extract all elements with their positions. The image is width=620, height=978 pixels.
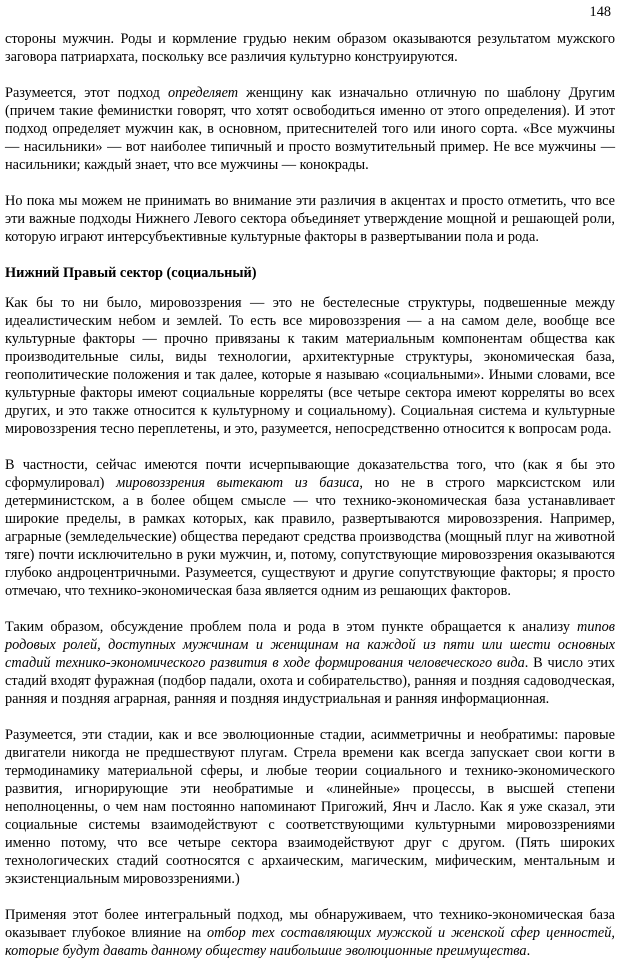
paragraph-5 bbox=[5, 456, 615, 600]
paragraph-8-text-b: . bbox=[526, 943, 531, 959]
paragraph-5-text-b: , но не в строго марксистском или детерминистском, а в более общем смысле — что технико-экономическая база устанавливает широкие пределы, в рамках которых, как правило, развертываются мировоззрения. Например, аграрные (земледельческие) общества передают средства производства (мощный плуг на животной тяге) почти исключительно в руки мужчин, и, потому, сопутствующие мировоззрения оказываются глубоко андроцентричными. Разумеется, существуют и другие сопутствующие факторы; я просто отмечаю, что технико-экономическая база является одним из решающих факторов. bbox=[5, 475, 615, 599]
paragraph-2-emphasis: определяет bbox=[167, 85, 239, 101]
paragraph-8-emphasis: отбор тех составляющих мужской и женской сфер ценностей, которые будут давать данному обществу наибольшие эволюционные преимущества bbox=[5, 925, 615, 959]
paragraph-2-text-b: женщину как изначально отличную по шаблону Другим (причем такие феминистки говорят, что хотят освободиться именно от этого определения). И этот подход определяет мужчин как, в основном, притеснителей того или иного сорта. «Все мужчины — насильники» — вот наиболее типичный и просто возмутительный пример. Не все мужчины — насильники; каждый знает, что все мужчины — конокрады. bbox=[5, 85, 615, 173]
paragraph-7: Разумеется, эти стадии, как и все эволюционные стадии, асимметричны и необратимы: паровые двигатели никогда не предшествуют плугам. Стрела времени как всегда запускает свои когти в термодинамику материальной сферы, и любые теории социального и технико-экономического развития, игнорирующие эти необратимые и «линейные» процессы, в высшей степени неполноценны, о чем нам постоянно напоминают Пригожий, Янч и Ласло. Как я уже сказал, эти социальные системы взаимодействуют с соответствующими культурными мировоззрениями именно потому, что все четыре сектора взаимодействуют друг с другом. (Пять широких технологических стадий соотносятся с архаическим, магическим, мифическим, ментальным и экзистенциальным мировоззрениями.) bbox=[5, 727, 615, 887]
paragraph-8 bbox=[5, 906, 615, 960]
paragraph-8-text-a: Применяя этот более интегральный подход, мы обнаруживаем, что технико-экономическая база оказывает глубокое влияние на bbox=[5, 907, 615, 941]
paragraph-5-text-a: В частности, сейчас имеются почти исчерпывающие доказательства того, что (как я бы это сформулировал) bbox=[5, 457, 615, 491]
paragraph-4: Как бы то ни было, мировоззрения — это не бестелесные структуры, подвешенные между идеалистическим небом и землей. То есть все мировоззрения — а на самом деле, вообще все культурные факторы — прочно привязаны к таким материальным компонентам общества как производительные силы, виды технологии, архитектурные структуры, экономическая база, геополитические положения и так далее, которые я называю «социальными». Иными словами, все культурные факторы имеют социальные корреляты (все четыре сектора имеют корреляты во всех других, и это также относится к культурному и социальному). Социальная система и культурные мировоззрения тесно переплетены, и это, разумеется, непосредственно относится к вопросам рода. bbox=[5, 295, 615, 437]
section-heading: Нижний Правый сектор (социальный) bbox=[5, 265, 257, 281]
paragraph-6-text-a: Таким образом, обсуждение проблем пола и рода в этом пункте обращается к анализу bbox=[5, 619, 578, 635]
paragraph-2 bbox=[5, 84, 615, 174]
paragraph-6 bbox=[5, 618, 615, 708]
paragraph-6-text-b: . В число этих стадий входят фуражная (подбор падали, охота и собирательство), ранняя и поздняя садоводческая, ранняя и поздняя аграрная, ранняя и поздняя индустриальная и ранняя информационная. bbox=[5, 655, 615, 707]
paragraph-2-text-a: Разумеется, этот подход bbox=[5, 85, 168, 101]
paragraph-5-emphasis: мировоззрения вытекают из базиса bbox=[116, 475, 360, 491]
paragraph-6-emphasis: типов родовых ролей, доступных мужчинам и женщинам на каждой из пяти или шести основных стадий технико-экономического развития в ходе формирования человеческого вида bbox=[5, 619, 615, 671]
page-number: 148 bbox=[589, 4, 611, 20]
paragraph-1: стороны мужчин. Роды и кормление грудью неким образом оказываются результатом мужского заговора патриархата, поскольку все различия культурно конструируются. bbox=[5, 31, 615, 65]
paragraph-3: Но пока мы можем не принимать во внимание эти различия в акцентах и просто отметить, что все эти важные подходы Нижнего Левого сектора объединяет утверждение мощной и решающей роли, которую играют интерсубъективные культурные факторы в развертывании пола и рода. bbox=[5, 193, 615, 245]
document-body bbox=[5, 30, 615, 978]
